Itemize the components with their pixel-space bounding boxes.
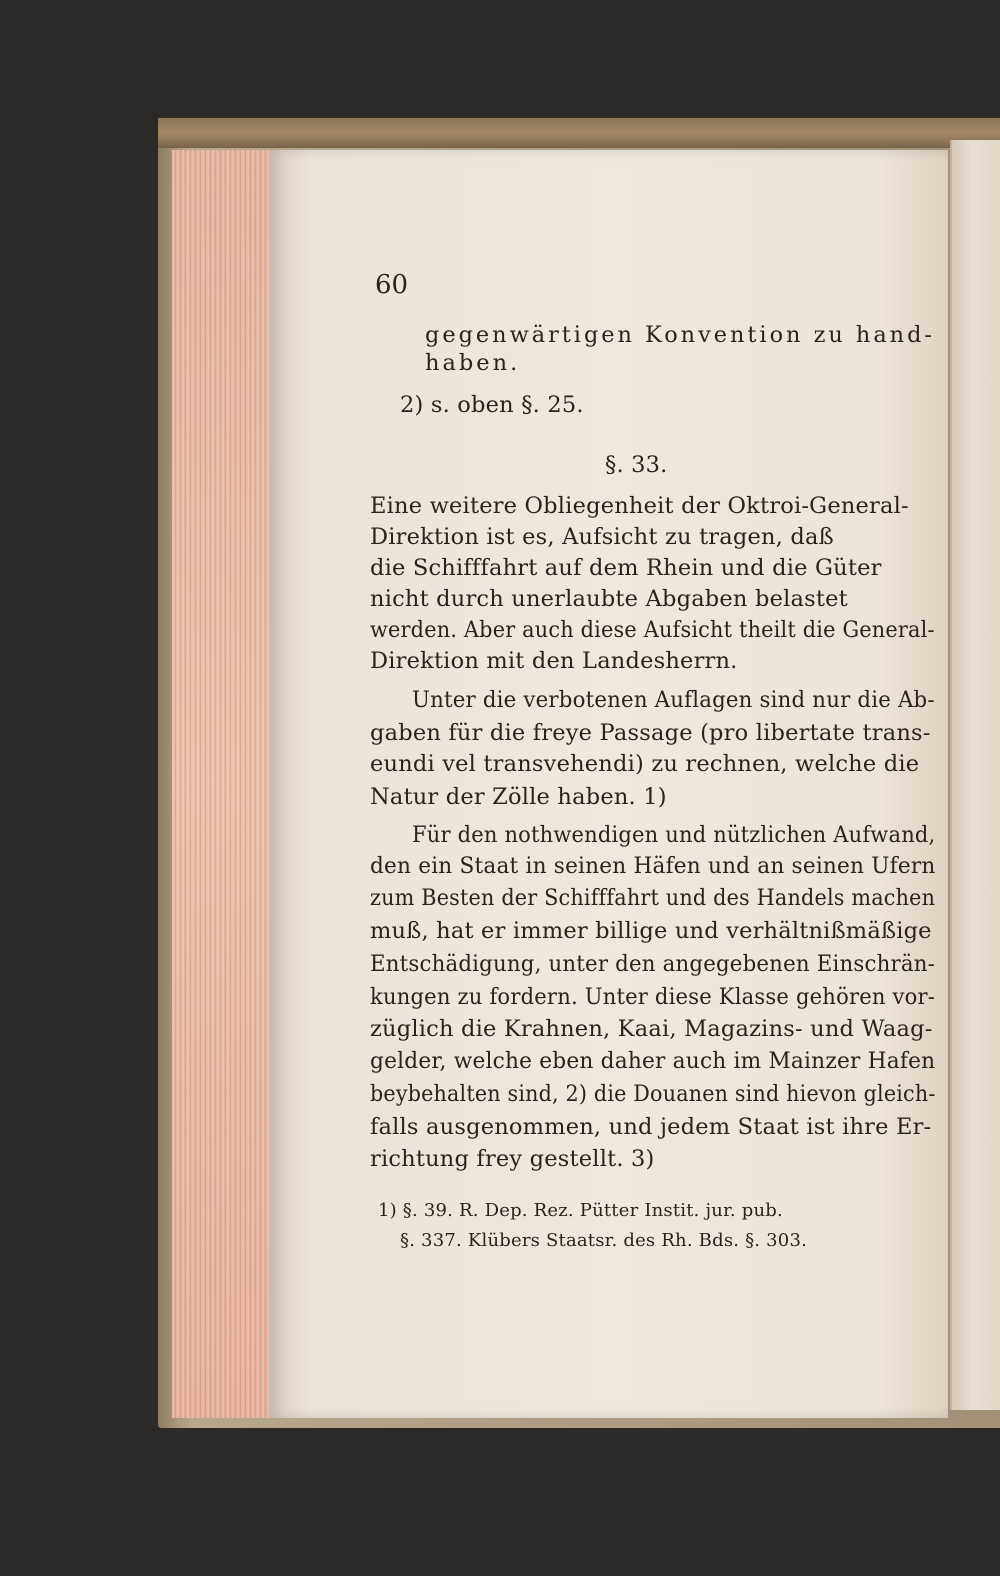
text-line-20: kungen zu fordern. Unter diese Klasse gehören vor- [370, 984, 936, 1010]
text-line-22: gelder, welche eben daher auch im Mainzer Hafen [370, 1048, 936, 1074]
text-line-10: Direktion mit den Landesherrn. [370, 648, 738, 674]
text-line-6: Direktion ist es, Aufsicht zu tragen, daß [370, 524, 834, 550]
text-line-25: richtung frey gestellt. 3) [370, 1146, 655, 1172]
text-line-21: züglich die Krahnen, Kaai, Magazins- und Waag- [370, 1016, 933, 1042]
text-line-16: den ein Staat in seinen Häfen und an seinen Ufern [370, 853, 936, 879]
page-edges [172, 150, 270, 1418]
book-spine-top [158, 118, 1000, 148]
text-line-24: falls ausgenommen, und jedem Staat ist ihre Er- [370, 1114, 932, 1140]
text-line-19: Entschädigung, unter den angegebenen Einschrän- [370, 951, 935, 977]
text-line-14: Natur der Zölle haben. 1) [370, 784, 667, 810]
text-line-12: gaben für die freye Passage (pro libertate trans- [370, 720, 931, 746]
footnote-2-ref: 2) s. oben §. 25. [400, 392, 584, 418]
section-heading: §. 33. [605, 452, 668, 478]
footnote-1-line-1: 1) §. 39. R. Dep. Rez. Pütter Instit. jur. pub. [378, 1200, 783, 1221]
page-number: 60 [375, 270, 409, 300]
text-line-18: muß, hat er immer billige und verhältnißmäßige [370, 918, 932, 944]
next-page-edge [950, 140, 1000, 1410]
footnote-1-line-2: §. 337. Klübers Staatsr. des Rh. Bds. §. 303. [400, 1230, 808, 1251]
text-line-1: gegenwärtigen Konvention zu hand- [425, 322, 935, 348]
text-line-23: beybehalten sind, 2) die Douanen sind hievon gleich- [370, 1081, 936, 1107]
text-line-9: werden. Aber auch diese Aufsicht theilt die General- [370, 617, 935, 643]
text-line-15: Für den nothwendigen und nützlichen Aufwand, [412, 822, 936, 848]
text-line-8: nicht durch unerlaubte Abgaben belastet [370, 586, 848, 612]
text-line-2: haben. [425, 350, 521, 376]
text-line-17: zum Besten der Schifffahrt und des Handels machen [370, 885, 936, 911]
text-line-5: Eine weitere Obliegenheit der Oktroi-General- [370, 493, 909, 519]
text-line-13: eundi vel transvehendi) zu rechnen, welche die [370, 751, 920, 777]
text-line-7: die Schifffahrt auf dem Rhein und die Güter [370, 555, 882, 581]
text-line-11: Unter die verbotenen Auflagen sind nur die Ab- [412, 687, 935, 713]
